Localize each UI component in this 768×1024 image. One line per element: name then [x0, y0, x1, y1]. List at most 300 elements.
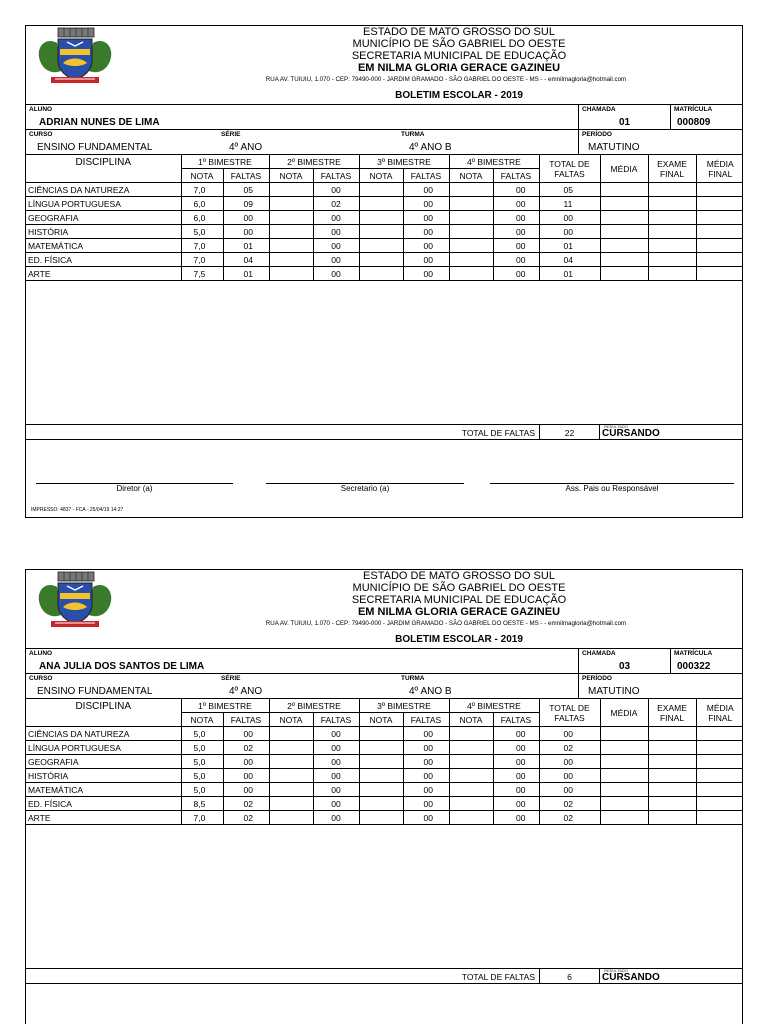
nota-1: 7,0 [181, 253, 223, 267]
faltas-2: 00 [313, 183, 359, 197]
nota-3 [359, 239, 403, 253]
turma-field [398, 130, 578, 154]
curso-value: ENSINO FUNDAMENTAL [37, 686, 153, 697]
student-row [26, 648, 742, 673]
media-final [696, 811, 743, 825]
faltas-4: 00 [493, 239, 539, 253]
total-faltas-row [26, 424, 742, 440]
faltas-4: 00 [493, 755, 539, 769]
serie-value: 4º ANO [229, 686, 263, 697]
nota-3 [359, 183, 403, 197]
faltas-1: 09 [223, 197, 269, 211]
media [600, 783, 648, 797]
media [600, 253, 648, 267]
col-total-faltas: TOTAL DE FALTAS [539, 155, 600, 183]
nota-2 [269, 741, 313, 755]
faltas-2: 00 [313, 225, 359, 239]
matricula-field [670, 649, 743, 673]
nota-1: 5,0 [181, 741, 223, 755]
periodo-field [578, 130, 743, 154]
table-row [26, 783, 743, 797]
nota-3 [359, 197, 403, 211]
label-periodo: PERÍODO [582, 131, 612, 138]
total-faltas: 00 [539, 783, 600, 797]
col-faltas-4: FALTAS [493, 713, 539, 727]
col-media: MÉDIA [600, 699, 648, 727]
faltas-4: 00 [493, 797, 539, 811]
subject-name: HISTÓRIA [26, 769, 181, 783]
faltas-2: 00 [313, 239, 359, 253]
nota-4 [449, 211, 493, 225]
nota-2 [269, 783, 313, 797]
signature-pais: Ass. Pais ou Responsável [565, 484, 659, 493]
media [600, 211, 648, 225]
faltas-2: 00 [313, 797, 359, 811]
school-address: RUA AV. TUIUIU, 1.070 - CEP: 79490-000 - JARDIM GRAMADO - SÃO GABRIEL DO OESTE - MS - - emnilmagloria@hotmail.com [265, 620, 627, 627]
report-title: BOLETIM ESCOLAR - 2019 [395, 634, 523, 645]
col-exame-final: EXAME FINAL [648, 155, 696, 183]
table-row [26, 267, 743, 281]
media [600, 797, 648, 811]
municipality-name: MUNICÍPIO DE SÃO GABRIEL DO OESTE [352, 38, 566, 50]
media-final [696, 769, 743, 783]
faltas-4: 00 [493, 225, 539, 239]
matricula-field [670, 105, 743, 129]
total-faltas-box [539, 425, 600, 439]
resultado-label: RESULTADO [604, 968, 628, 973]
col-b3: 3º BIMESTRE [359, 699, 449, 713]
nota-4 [449, 811, 493, 825]
school-header [26, 26, 742, 104]
total-faltas: 02 [539, 741, 600, 755]
matricula-value: 000809 [677, 117, 711, 128]
media-final [696, 197, 743, 211]
label-serie: SÉRIE [221, 131, 241, 138]
nota-4 [449, 239, 493, 253]
table-row [26, 197, 743, 211]
faltas-1: 00 [223, 211, 269, 225]
nota-1: 5,0 [181, 769, 223, 783]
nota-1: 8,5 [181, 797, 223, 811]
faltas-1: 02 [223, 741, 269, 755]
faltas-2: 00 [313, 755, 359, 769]
subject-name: HISTÓRIA [26, 225, 181, 239]
nota-2 [269, 253, 313, 267]
faltas-4: 00 [493, 769, 539, 783]
faltas-4: 00 [493, 253, 539, 267]
exame-final [648, 741, 696, 755]
nota-1: 7,0 [181, 239, 223, 253]
exame-final [648, 197, 696, 211]
col-nota-2: NOTA [269, 713, 313, 727]
nota-1: 5,0 [181, 755, 223, 769]
course-row [26, 129, 742, 154]
nota-4 [449, 197, 493, 211]
nota-3 [359, 797, 403, 811]
faltas-3: 00 [403, 239, 449, 253]
col-nota-3: NOTA [359, 713, 403, 727]
faltas-3: 00 [403, 183, 449, 197]
nota-3 [359, 727, 403, 741]
col-nota-1: NOTA [181, 169, 223, 183]
report-card-2 [25, 569, 743, 1024]
col-b4: 4º BIMESTRE [449, 155, 539, 169]
nota-4 [449, 769, 493, 783]
faltas-3: 00 [403, 755, 449, 769]
label-matricula: MATRÍCULA [674, 106, 713, 113]
resultado-label: RESULTADO [604, 424, 628, 429]
faltas-3: 00 [403, 211, 449, 225]
faltas-1: 04 [223, 253, 269, 267]
table-row [26, 811, 743, 825]
curso-field [26, 674, 218, 698]
faltas-2: 00 [313, 811, 359, 825]
grades-table [26, 154, 743, 281]
exame-final [648, 769, 696, 783]
col-b2: 2º BIMESTRE [269, 155, 359, 169]
chamada-value: 03 [618, 661, 631, 672]
exame-final [648, 225, 696, 239]
student-field [26, 649, 578, 673]
total-faltas-value: 22 [564, 428, 575, 438]
media-final [696, 267, 743, 281]
col-media-final: MÉDIA FINAL [696, 699, 743, 727]
faltas-4: 00 [493, 267, 539, 281]
curso-field [26, 130, 218, 154]
nota-1: 7,0 [181, 811, 223, 825]
media [600, 755, 648, 769]
school-title-block [176, 26, 742, 74]
periodo-field [578, 674, 743, 698]
nota-2 [269, 197, 313, 211]
student-name: ADRIAN NUNES DE LIMA [39, 117, 160, 128]
total-faltas-box [539, 969, 600, 983]
faltas-4: 00 [493, 741, 539, 755]
col-faltas-1: FALTAS [223, 169, 269, 183]
chamada-field [578, 649, 670, 673]
faltas-3: 00 [403, 267, 449, 281]
student-name: ANA JULIA DOS SANTOS DE LIMA [39, 661, 205, 672]
total-faltas-label: TOTAL DE FALTAS [461, 972, 535, 982]
faltas-3: 00 [403, 797, 449, 811]
nota-2 [269, 183, 313, 197]
subject-name: ED. FÍSICA [26, 797, 181, 811]
serie-value: 4º ANO [229, 142, 263, 153]
school-title-block [176, 570, 742, 618]
periodo-value: MATUTINO [588, 142, 640, 153]
col-media: MÉDIA [600, 155, 648, 183]
col-b1: 1º BIMESTRE [181, 699, 269, 713]
faltas-1: 01 [223, 239, 269, 253]
subject-name: CIÊNCIAS DA NATUREZA [26, 727, 181, 741]
col-faltas-4: FALTAS [493, 169, 539, 183]
matricula-value: 000322 [677, 661, 711, 672]
col-exame-final: EXAME FINAL [648, 699, 696, 727]
nota-4 [449, 755, 493, 769]
total-faltas: 04 [539, 253, 600, 267]
faltas-4: 00 [493, 811, 539, 825]
chamada-value: 01 [618, 117, 631, 128]
nota-3 [359, 755, 403, 769]
media-final [696, 225, 743, 239]
col-faltas-2: FALTAS [313, 169, 359, 183]
nota-3 [359, 741, 403, 755]
media-final [696, 211, 743, 225]
school-address: RUA AV. TUIUIU, 1.070 - CEP: 79490-000 - JARDIM GRAMADO - SÃO GABRIEL DO OESTE - MS - - emnilmagloria@hotmail.com [265, 76, 627, 83]
total-faltas-label: TOTAL DE FALTAS [461, 428, 535, 438]
serie-field [218, 674, 398, 698]
faltas-2: 00 [313, 253, 359, 267]
label-chamada: CHAMADA [582, 106, 616, 113]
table-row [26, 755, 743, 769]
state-name: ESTADO DE MATO GROSSO DO SUL [363, 570, 555, 582]
exame-final [648, 755, 696, 769]
nota-2 [269, 225, 313, 239]
student-field [26, 105, 578, 129]
nota-4 [449, 267, 493, 281]
faltas-1: 05 [223, 183, 269, 197]
total-faltas: 02 [539, 797, 600, 811]
subject-name: GEOGRAFIA [26, 755, 181, 769]
col-faltas-3: FALTAS [403, 713, 449, 727]
col-b2: 2º BIMESTRE [269, 699, 359, 713]
faltas-1: 01 [223, 267, 269, 281]
curso-value: ENSINO FUNDAMENTAL [37, 142, 153, 153]
faltas-3: 00 [403, 253, 449, 267]
faltas-4: 00 [493, 783, 539, 797]
label-aluno: ALUNO [29, 106, 53, 113]
faltas-2: 00 [313, 267, 359, 281]
state-name: ESTADO DE MATO GROSSO DO SUL [363, 26, 555, 38]
faltas-1: 00 [223, 727, 269, 741]
total-faltas: 01 [539, 267, 600, 281]
faltas-3: 00 [403, 783, 449, 797]
media [600, 727, 648, 741]
label-turma: TURMA [401, 131, 425, 138]
col-b4: 4º BIMESTRE [449, 699, 539, 713]
media [600, 225, 648, 239]
label-aluno: ALUNO [29, 650, 53, 657]
faltas-3: 00 [403, 811, 449, 825]
nota-3 [359, 225, 403, 239]
media-final [696, 783, 743, 797]
nota-4 [449, 727, 493, 741]
media [600, 197, 648, 211]
faltas-4: 00 [493, 211, 539, 225]
label-chamada: CHAMADA [582, 650, 616, 657]
media-final [696, 741, 743, 755]
col-disciplina: DISCIPLINA [26, 155, 181, 183]
nota-1: 7,5 [181, 267, 223, 281]
media-final [696, 253, 743, 267]
faltas-1: 00 [223, 783, 269, 797]
total-faltas: 11 [539, 197, 600, 211]
nota-1: 7,0 [181, 183, 223, 197]
serie-field [218, 130, 398, 154]
school-name: EM NILMA GLORIA GERACE GAZINEU [357, 62, 561, 74]
table-row [26, 769, 743, 783]
exame-final [648, 797, 696, 811]
faltas-2: 00 [313, 783, 359, 797]
exame-final [648, 811, 696, 825]
faltas-2: 00 [313, 211, 359, 225]
nota-4 [449, 253, 493, 267]
total-faltas: 00 [539, 769, 600, 783]
label-turma: TURMA [401, 675, 425, 682]
media [600, 769, 648, 783]
media [600, 239, 648, 253]
media-final [696, 239, 743, 253]
col-nota-4: NOTA [449, 713, 493, 727]
media-final [696, 797, 743, 811]
media [600, 741, 648, 755]
col-nota-4: NOTA [449, 169, 493, 183]
nota-4 [449, 183, 493, 197]
media-final [696, 755, 743, 769]
faltas-2: 00 [313, 769, 359, 783]
nota-1: 6,0 [181, 211, 223, 225]
total-faltas: 00 [539, 755, 600, 769]
course-row [26, 673, 742, 698]
total-faltas: 00 [539, 211, 600, 225]
col-faltas-1: FALTAS [223, 713, 269, 727]
nota-4 [449, 741, 493, 755]
faltas-2: 02 [313, 197, 359, 211]
table-row [26, 741, 743, 755]
faltas-4: 00 [493, 183, 539, 197]
print-stamp: IMPRESSO: 4837 - FCA - 25/04/19 14:27 [31, 507, 124, 513]
signature-secretario: Secretario (a) [340, 484, 390, 493]
media [600, 183, 648, 197]
col-nota-1: NOTA [181, 713, 223, 727]
exame-final [648, 183, 696, 197]
nota-2 [269, 755, 313, 769]
total-faltas: 02 [539, 811, 600, 825]
nota-2 [269, 239, 313, 253]
faltas-4: 00 [493, 727, 539, 741]
table-row [26, 727, 743, 741]
faltas-1: 00 [223, 225, 269, 239]
label-curso: CURSO [29, 675, 53, 682]
nota-1: 5,0 [181, 225, 223, 239]
municipality-name: MUNICÍPIO DE SÃO GABRIEL DO OESTE [352, 582, 566, 594]
nota-2 [269, 797, 313, 811]
subject-name: ED. FÍSICA [26, 253, 181, 267]
col-b3: 3º BIMESTRE [359, 155, 449, 169]
nota-2 [269, 811, 313, 825]
col-faltas-2: FALTAS [313, 713, 359, 727]
nota-1: 6,0 [181, 197, 223, 211]
subject-name: ARTE [26, 811, 181, 825]
col-faltas-3: FALTAS [403, 169, 449, 183]
total-faltas: 00 [539, 225, 600, 239]
table-row [26, 225, 743, 239]
student-row [26, 104, 742, 129]
exame-final [648, 267, 696, 281]
exame-final [648, 239, 696, 253]
subject-name: MATEMÁTICA [26, 239, 181, 253]
school-name: EM NILMA GLORIA GERACE GAZINEU [357, 606, 561, 618]
turma-value: 4º ANO B [409, 142, 452, 153]
table-row [26, 797, 743, 811]
col-media-final: MÉDIA FINAL [696, 155, 743, 183]
subject-name: ARTE [26, 267, 181, 281]
grades-table [26, 698, 743, 825]
nota-4 [449, 225, 493, 239]
exame-final [648, 783, 696, 797]
label-matricula: MATRÍCULA [674, 650, 713, 657]
col-nota-2: NOTA [269, 169, 313, 183]
chamada-field [578, 105, 670, 129]
faltas-2: 00 [313, 741, 359, 755]
school-header [26, 570, 742, 648]
faltas-1: 02 [223, 797, 269, 811]
table-row [26, 239, 743, 253]
table-row [26, 253, 743, 267]
resultado-value: CURSANDO [602, 972, 660, 983]
label-serie: SÉRIE [221, 675, 241, 682]
faltas-3: 00 [403, 225, 449, 239]
signature-diretor: Diretor (a) [116, 484, 153, 493]
exame-final [648, 211, 696, 225]
media-final [696, 183, 743, 197]
faltas-3: 00 [403, 197, 449, 211]
nota-3 [359, 769, 403, 783]
secretariat-name: SECRETARIA MUNICIPAL DE EDUCAÇÃO [351, 50, 567, 62]
secretariat-name: SECRETARIA MUNICIPAL DE EDUCAÇÃO [351, 594, 567, 606]
total-faltas: 00 [539, 727, 600, 741]
faltas-1: 00 [223, 755, 269, 769]
faltas-3: 00 [403, 727, 449, 741]
subject-name: MATEMÁTICA [26, 783, 181, 797]
subject-name: CIÊNCIAS DA NATUREZA [26, 183, 181, 197]
faltas-1: 02 [223, 811, 269, 825]
media-final [696, 727, 743, 741]
nota-1: 5,0 [181, 727, 223, 741]
periodo-value: MATUTINO [588, 686, 640, 697]
nota-2 [269, 211, 313, 225]
table-row [26, 211, 743, 225]
total-faltas-row [26, 968, 742, 984]
nota-3 [359, 211, 403, 225]
faltas-2: 00 [313, 727, 359, 741]
subject-name: LÍNGUA PORTUGUESA [26, 197, 181, 211]
total-faltas: 01 [539, 239, 600, 253]
media [600, 811, 648, 825]
nota-3 [359, 267, 403, 281]
subject-name: GEOGRAFIA [26, 211, 181, 225]
col-b1: 1º BIMESTRE [181, 155, 269, 169]
faltas-1: 00 [223, 769, 269, 783]
col-nota-3: NOTA [359, 169, 403, 183]
nota-4 [449, 783, 493, 797]
label-periodo: PERÍODO [582, 675, 612, 682]
coat-of-arms-icon [31, 571, 119, 629]
turma-value: 4º ANO B [409, 686, 452, 697]
report-title: BOLETIM ESCOLAR - 2019 [395, 90, 523, 101]
turma-field [398, 674, 578, 698]
total-faltas-value: 6 [567, 972, 572, 982]
nota-2 [269, 727, 313, 741]
nota-1: 5,0 [181, 783, 223, 797]
col-disciplina: DISCIPLINA [26, 699, 181, 727]
report-card-1 [25, 25, 743, 518]
subject-name: LÍNGUA PORTUGUESA [26, 741, 181, 755]
nota-2 [269, 267, 313, 281]
nota-4 [449, 797, 493, 811]
table-row [26, 183, 743, 197]
nota-3 [359, 783, 403, 797]
